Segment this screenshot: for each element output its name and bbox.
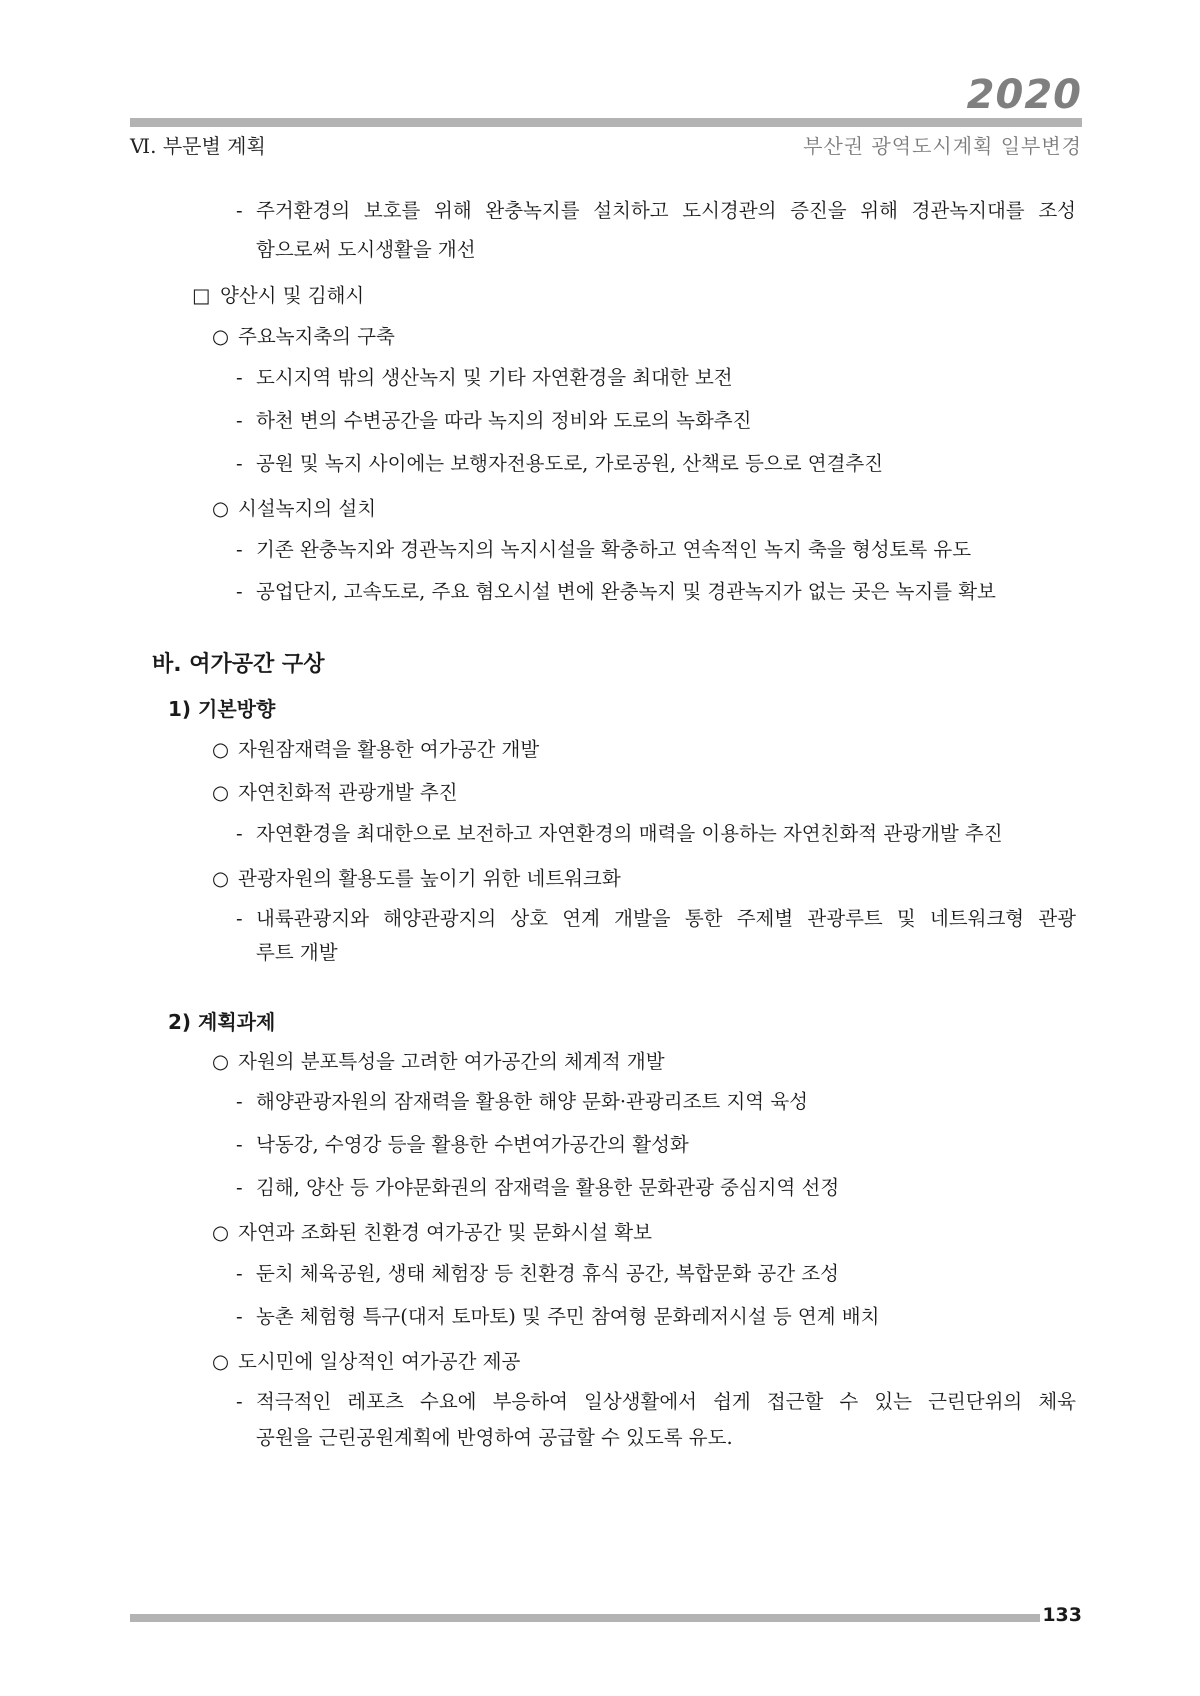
list-item: - 주거환경의 보호를 위해 완충녹지를 설치하고 도시경관의 증진을 위해 경관녹지대를 조성 bbox=[236, 199, 1076, 222]
chapter-heading: Ⅵ. 부문별 계획 bbox=[130, 134, 266, 158]
document-title: 부산권 광역도시계획 일부변경 bbox=[803, 134, 1082, 158]
list-item: - 적극적인 레포츠 수요에 부응하여 일상생활에서 쉽게 접근할 수 있는 근린단위의 체육 bbox=[236, 1390, 1076, 1413]
list-item: - 낙동강, 수영강 등을 활용한 수변여가공간의 활성화 bbox=[236, 1133, 689, 1156]
list-item: - 자연환경을 최대한으로 보전하고 자연환경의 매력을 이용하는 자연친화적 관광개발 추진 bbox=[236, 822, 1003, 845]
list-item-circle: ○ 시설녹지의 설치 bbox=[212, 497, 377, 520]
list-item-circle: ○ 도시민에 일상적인 여가공간 제공 bbox=[212, 1350, 521, 1373]
list-item-continuation: 공원을 근린공원계획에 반영하여 공급할 수 있도록 유도. bbox=[256, 1426, 733, 1449]
list-item: - 김해, 양산 등 가야문화권의 잠재력을 활용한 문화관광 중심지역 선정 bbox=[236, 1176, 840, 1199]
list-item: - 내륙관광지와 해양관광지의 상호 연계 개발을 통한 주제별 관광루트 및 네트워크형 관광 bbox=[236, 907, 1076, 930]
subsection-heading: 1) 기본방향 bbox=[168, 697, 276, 721]
page-number: 133 bbox=[1042, 1604, 1082, 1626]
list-item-continuation: 함으로써 도시생활을 개선 bbox=[256, 238, 476, 261]
list-item: - 기존 완충녹지와 경관녹지의 녹지시설을 확충하고 연속적인 녹지 축을 형성토록 유도 bbox=[236, 538, 972, 561]
list-item: - 공원 및 녹지 사이에는 보행자전용도로, 가로공원, 산책로 등으로 연결추진 bbox=[236, 452, 884, 475]
list-item-continuation: 루트 개발 bbox=[256, 941, 338, 964]
list-item: - 하천 변의 수변공간을 따라 녹지의 정비와 도로의 녹화추진 bbox=[236, 409, 752, 432]
footer-rule bbox=[130, 1614, 1040, 1622]
list-item-circle: ○ 자연친화적 관광개발 추진 bbox=[212, 781, 458, 804]
list-item-circle: ○ 자원잠재력을 활용한 여가공간 개발 bbox=[212, 738, 540, 761]
list-item: - 공업단지, 고속도로, 주요 혐오시설 변에 완충녹지 및 경관녹지가 없는 곳은 녹지를 확보 bbox=[236, 580, 996, 603]
list-item: - 해양관광자원의 잠재력을 활용한 해양 문화·관광리조트 지역 육성 bbox=[236, 1090, 808, 1113]
list-item: - 도시지역 밖의 생산녹지 및 기타 자연환경을 최대한 보전 bbox=[236, 366, 733, 389]
list-item: - 농촌 체험형 특구(대저 토마토) 및 주민 참여형 문화레저시설 등 연계 배치 bbox=[236, 1305, 880, 1328]
header-rule bbox=[130, 118, 1082, 127]
list-item: - 둔치 체육공원, 생태 체험장 등 친환경 휴식 공간, 복합문화 공간 조성 bbox=[236, 1262, 839, 1285]
list-item-circle: ○ 자연과 조화된 친환경 여가공간 및 문화시설 확보 bbox=[212, 1221, 652, 1244]
list-item-square: □ 양산시 및 김해시 bbox=[192, 284, 365, 307]
section-heading: 바. 여가공간 구상 bbox=[152, 652, 325, 677]
list-item-circle: ○ 주요녹지축의 구축 bbox=[212, 325, 395, 348]
list-item-circle: ○ 자원의 분포특성을 고려한 여가공간의 체계적 개발 bbox=[212, 1050, 665, 1073]
subsection-heading: 2) 계획과제 bbox=[168, 1010, 276, 1034]
list-item-circle: ○ 관광자원의 활용도를 높이기 위한 네트워크화 bbox=[212, 867, 621, 890]
year-label: 2020 bbox=[966, 72, 1082, 118]
